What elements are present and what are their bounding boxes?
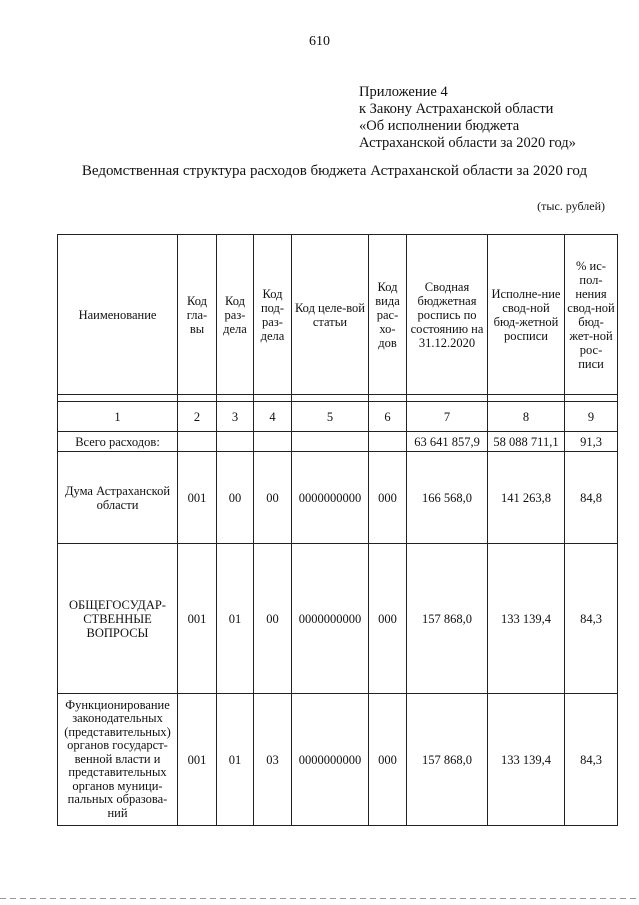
- table-row: [58, 694, 618, 826]
- row-target: 0000000000: [292, 694, 369, 826]
- total-label: Всего расходов:: [58, 432, 178, 452]
- row-budget-plan: 157 868,0: [407, 694, 488, 826]
- appendix-line: к Закону Астраханской области: [359, 101, 554, 117]
- row-target: 0000000000: [292, 452, 369, 544]
- column-number: 1: [58, 402, 178, 432]
- total-budget-plan: 63 641 857,9: [407, 432, 488, 452]
- header-execution: Исполне-ние свод-ной бюд-жетной росписи: [488, 235, 565, 395]
- appendix-line: «Об исполнении бюджета: [359, 118, 520, 134]
- row-section: 01: [217, 544, 254, 694]
- row-percent: 84,8: [565, 452, 618, 544]
- appendix-line: Астраханской области за 2020 год»: [359, 135, 576, 151]
- row-chapter: 001: [178, 452, 217, 544]
- page-number: 610: [309, 34, 330, 49]
- row-chapter: 001: [178, 544, 217, 694]
- table-row: [58, 544, 618, 694]
- header-expense-type-code: Код вида рас-хо-дов: [369, 235, 407, 395]
- total-row: [58, 432, 618, 452]
- row-expense-type: 000: [369, 694, 407, 826]
- column-number: 2: [178, 402, 217, 432]
- row-execution: 133 139,4: [488, 694, 565, 826]
- table-header-row: [58, 235, 618, 395]
- row-name: ОБЩЕГОСУДАР-СТВЕННЫЕ ВОПРОСЫ: [58, 544, 178, 694]
- row-name: Дума Астраханской области: [58, 452, 178, 544]
- column-number: 8: [488, 402, 565, 432]
- header-target-code: Код целе-вой статьи: [292, 235, 369, 395]
- row-budget-plan: 166 568,0: [407, 452, 488, 544]
- header-percent: % ис-пол-нения свод-ной бюд-жет-ной рос-писи: [565, 235, 618, 395]
- header-name: Наименование: [58, 235, 178, 395]
- header-chapter-code: Код гла-вы: [178, 235, 217, 395]
- row-percent: 84,3: [565, 544, 618, 694]
- column-number: 3: [217, 402, 254, 432]
- column-numbers-row: [58, 402, 618, 432]
- row-subsection: 00: [254, 544, 292, 694]
- units-label: (тыс. рублей): [537, 199, 605, 213]
- row-percent: 84,3: [565, 694, 618, 826]
- row-execution: 141 263,8: [488, 452, 565, 544]
- total-percent: 91,3: [565, 432, 618, 452]
- row-budget-plan: 157 868,0: [407, 544, 488, 694]
- row-expense-type: 000: [369, 544, 407, 694]
- row-target: 0000000000: [292, 544, 369, 694]
- row-name: Функционирование законодательных (представительных) органов государст-венной власти и представительных органов муници-пальных образова-ний: [58, 694, 178, 826]
- column-number: 7: [407, 402, 488, 432]
- appendix-line: Приложение 4: [359, 84, 448, 100]
- row-expense-type: 000: [369, 452, 407, 544]
- row-execution: 133 139,4: [488, 544, 565, 694]
- row-subsection: 03: [254, 694, 292, 826]
- budget-table: [57, 234, 618, 826]
- header-section-code: Код раз-дела: [217, 235, 254, 395]
- row-section: 01: [217, 694, 254, 826]
- appendix-note: [359, 84, 576, 152]
- column-number: 4: [254, 402, 292, 432]
- column-number: 9: [565, 402, 618, 432]
- row-chapter: 001: [178, 694, 217, 826]
- scan-edge-line: [0, 898, 639, 899]
- table-row: [58, 452, 618, 544]
- header-budget-plan: Сводная бюджетная роспись по состоянию на 31.12.2020: [407, 235, 488, 395]
- column-number: 5: [292, 402, 369, 432]
- header-subsection-code: Код под-раз-дела: [254, 235, 292, 395]
- total-execution: 58 088 711,1: [488, 432, 565, 452]
- row-subsection: 00: [254, 452, 292, 544]
- document-title: Ведомственная структура расходов бюджета Астраханской области за 2020 год: [81, 163, 588, 179]
- column-number: 6: [369, 402, 407, 432]
- row-section: 00: [217, 452, 254, 544]
- header-gap-row: [58, 395, 618, 402]
